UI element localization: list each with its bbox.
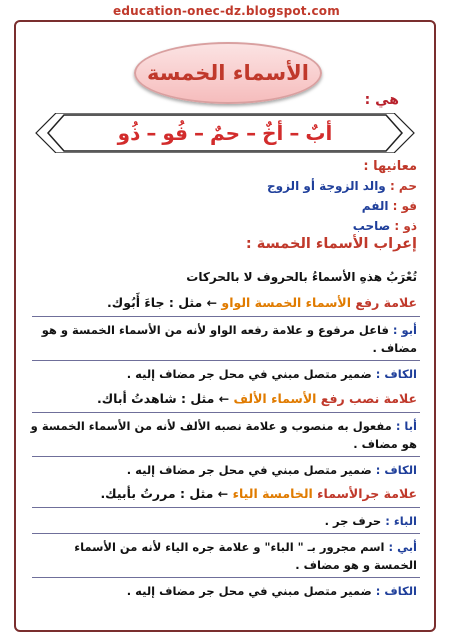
analysis-item (42, 322, 417, 338)
meaning-text: والد الزوجة أو الزوج (266, 179, 386, 193)
meaning-row (267, 179, 417, 193)
section-heading (100, 486, 417, 501)
section-heading-prefix: علامة جرالأسماء (312, 486, 417, 501)
divider (32, 456, 420, 457)
section-heading-highlight: الأسماء الألف (233, 391, 317, 406)
meaning-text: الفم (361, 199, 389, 213)
name-separator: – (194, 121, 204, 145)
arrow-icon: ← (206, 295, 218, 310)
analysis-term: الكاف : (375, 463, 417, 477)
meaning-row (353, 219, 417, 233)
example-label: مثل : (180, 486, 214, 501)
analysis-text: مفعول به منصوب و علامة نصبه الألف لأنه من الأسماء الخمسة و (30, 419, 392, 433)
arrow-icon: ← (217, 486, 229, 501)
analysis-term: أبا : (395, 419, 417, 433)
divider (32, 507, 420, 508)
name-separator: – (246, 121, 257, 145)
analysis-text: حرف جر . (324, 514, 382, 528)
divider (32, 412, 420, 413)
analysis-item (325, 513, 417, 529)
name-ham: حمٌ (210, 121, 241, 145)
analysis-term: الكاف : (375, 584, 417, 598)
section-heading-highlight: الخامسة الياء (232, 486, 313, 501)
page-title: الأسماء الخمسة (147, 61, 309, 85)
name-separator: – (289, 121, 300, 145)
meaning-term: ذو : (394, 219, 417, 233)
meaning-term: حم : (389, 179, 417, 193)
analysis-text: ضمير متصل مبني في محل جر مضاف إليه . (126, 463, 372, 477)
name-ab: أبٌ (305, 121, 333, 145)
meaning-row (362, 199, 417, 213)
analysis-text-cont: هو مضاف . (353, 437, 417, 451)
irab-heading: إعراب الأسماء الخمسة : (245, 236, 417, 252)
analysis-term: أبي : (388, 540, 417, 554)
section-heading-prefix: علامة نصب رفع (316, 391, 417, 406)
divider (32, 316, 420, 317)
analysis-text-cont: الخمسة و هو مضاف . (295, 558, 417, 572)
example-label: مثل : (168, 295, 203, 310)
divider (32, 360, 420, 361)
name-dhu: ذُو (117, 121, 141, 145)
arrow-icon: ← (218, 391, 230, 406)
analysis-item (127, 583, 417, 599)
section-heading (107, 295, 417, 310)
example-text: شاهدتُ أباك. (96, 391, 177, 406)
example-text: مررتُ بأبيك. (100, 486, 176, 501)
analysis-term: الكاف : (375, 367, 417, 381)
analysis-term: الباء : (385, 514, 417, 528)
analysis-item (127, 366, 417, 382)
example-label: مثل : (180, 391, 215, 406)
analysis-text: فاعل مرفوع و علامة رفعه الواو لأنه من الأسماء الخمسة و هو (41, 323, 389, 337)
analysis-item (74, 539, 417, 555)
intro-label: هي : (364, 92, 399, 108)
name-fu: فُو (162, 121, 188, 145)
analysis-item (31, 418, 417, 434)
divider (32, 533, 420, 534)
analysis-text-cont: مضاف . (372, 341, 417, 355)
five-names-list (30, 113, 420, 153)
name-akh: أخٌ (262, 121, 284, 145)
meanings-heading: معانيها : (363, 159, 417, 174)
site-url: education-onec-dz.blogspot.com (113, 4, 340, 18)
section-heading-highlight: الأسماء الخمسة الواو (221, 295, 352, 310)
analysis-term: أبو : (392, 323, 417, 337)
analysis-text: ضمير متصل مبني في محل جر مضاف إليه . (126, 367, 372, 381)
section-heading-prefix: علامة رفع (351, 295, 417, 310)
meaning-text: صاحب (352, 219, 391, 233)
analysis-text: اسم مجرور بـ " الباء" و علامة جره الياء لأنه من الأسماء (74, 540, 385, 554)
example-text: جاءَ أَبُوك. (107, 295, 165, 310)
rule-text: تُعْرَبُ هذهِ الأسماءُ بالحروف لا بالحركات (186, 270, 417, 284)
analysis-item (127, 462, 417, 478)
divider (32, 577, 420, 578)
name-separator: – (146, 121, 157, 145)
meaning-term: فو : (392, 199, 417, 213)
title-banner (134, 42, 322, 104)
section-heading (97, 391, 417, 406)
analysis-text: ضمير متصل مبني في محل جر مضاف إليه . (126, 584, 372, 598)
